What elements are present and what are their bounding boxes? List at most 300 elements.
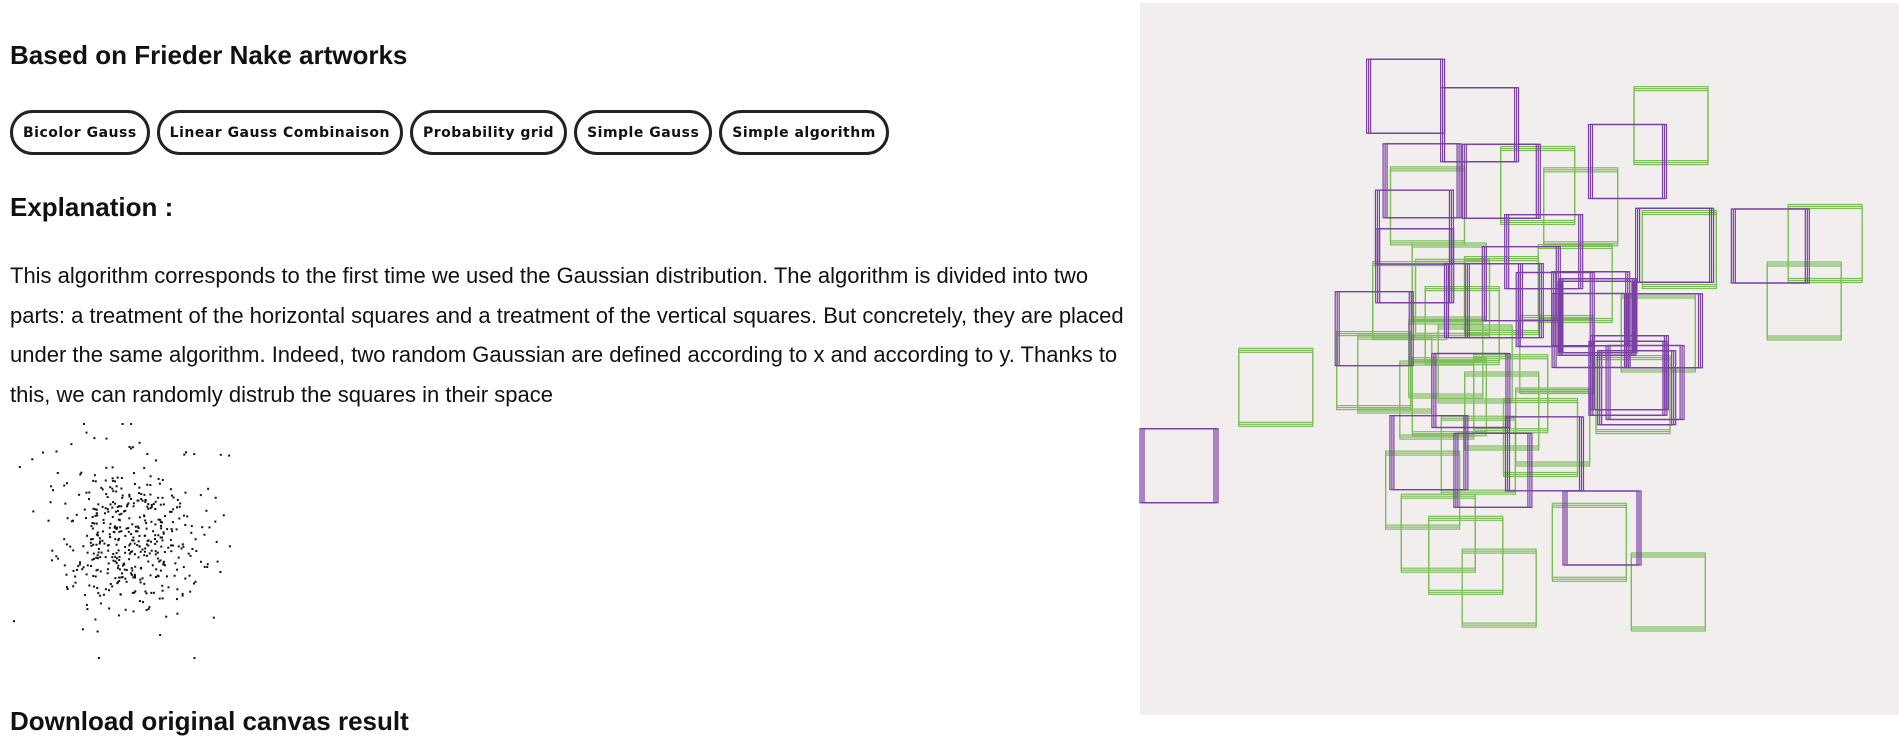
scatter-point <box>140 567 142 569</box>
scatter-point <box>109 527 111 529</box>
scatter-point <box>178 545 180 547</box>
scatter-point <box>185 492 187 494</box>
scatter-point <box>107 508 109 510</box>
algorithm-selector <box>10 110 889 155</box>
scatter-point <box>172 508 174 510</box>
scatter-point <box>48 520 50 522</box>
scatter-point <box>139 535 141 537</box>
scatter-point <box>164 551 166 553</box>
scatter-point <box>77 565 79 567</box>
scatter-point <box>193 453 195 455</box>
scatter-point <box>88 492 90 494</box>
scatter-point <box>213 617 215 619</box>
scatter-point <box>146 528 148 530</box>
scatter-point <box>118 614 120 616</box>
scatter-point <box>107 568 109 570</box>
scatter-point <box>189 575 191 577</box>
scatter-point <box>124 535 126 537</box>
scatter-point <box>148 606 150 608</box>
scatter-point <box>173 497 175 499</box>
scatter-point <box>97 557 99 559</box>
scatter-point <box>184 524 186 526</box>
scatter-point <box>75 582 77 584</box>
scatter-point <box>126 581 128 583</box>
scatter-point <box>79 474 81 476</box>
scatter-point <box>120 505 122 507</box>
scatter-point <box>128 558 130 560</box>
scatter-point <box>163 533 165 535</box>
scatter-point <box>92 522 94 524</box>
scatter-point <box>152 564 154 566</box>
bicolor-gauss-button[interactable]: Bicolor Gauss <box>10 110 150 155</box>
scatter-point <box>118 559 120 561</box>
scatter-point <box>84 509 86 511</box>
scatter-point <box>116 544 118 546</box>
scatter-point <box>157 558 159 560</box>
scatter-point <box>90 542 92 544</box>
scatter-point <box>103 519 105 521</box>
scatter-point <box>144 551 146 553</box>
scatter-point <box>13 620 15 622</box>
scatter-point <box>145 522 147 524</box>
scatter-point <box>112 477 114 479</box>
scatter-point <box>97 554 99 556</box>
scatter-point <box>170 539 172 541</box>
green-square <box>1788 205 1862 283</box>
scatter-point <box>86 608 88 610</box>
scatter-point <box>72 585 74 587</box>
scatter-point <box>127 502 129 504</box>
scatter-point <box>105 507 107 509</box>
scatter-point <box>220 454 222 456</box>
scatter-point <box>223 514 225 516</box>
scatter-point <box>94 474 96 476</box>
scatter-point <box>160 527 162 529</box>
scatter-point <box>154 538 156 540</box>
green-square <box>1412 358 1486 436</box>
scatter-point <box>69 546 71 548</box>
scatter-point <box>155 501 157 503</box>
scatter-point <box>146 555 148 557</box>
scatter-point <box>116 562 118 564</box>
scatter-point <box>143 494 145 496</box>
scatter-point <box>72 520 74 522</box>
scatter-point <box>143 467 145 469</box>
scatter-point <box>157 497 159 499</box>
scatter-point <box>160 546 162 548</box>
scatter-point <box>92 544 94 546</box>
scatter-point <box>105 467 107 469</box>
scatter-point <box>143 515 145 517</box>
scatter-point <box>155 568 157 570</box>
scatter-point <box>108 608 110 610</box>
scatter-point <box>183 454 185 456</box>
frieder-nake-squares-art <box>1140 3 1899 715</box>
scatter-point <box>120 577 122 579</box>
scatter-point <box>67 588 69 590</box>
scatter-point <box>92 538 94 540</box>
scatter-point <box>66 543 68 545</box>
scatter-point <box>134 577 136 579</box>
scatter-point <box>176 588 178 590</box>
scatter-point <box>121 513 123 515</box>
scatter-point <box>114 577 116 579</box>
scatter-point <box>133 502 135 504</box>
scatter-point <box>163 562 165 564</box>
scatter-point <box>195 550 197 552</box>
scatter-point <box>122 495 124 497</box>
scatter-point <box>134 566 136 568</box>
scatter-point <box>115 491 117 493</box>
scatter-point <box>107 572 109 574</box>
scatter-point <box>174 575 176 577</box>
scatter-point <box>139 545 141 547</box>
scatter-point <box>74 576 76 578</box>
scatter-point <box>176 506 178 508</box>
scatter-point <box>92 480 94 482</box>
scatter-point <box>52 489 54 491</box>
purple-square <box>1482 247 1560 321</box>
scatter-point <box>104 512 106 514</box>
scatter-point <box>82 545 84 547</box>
scatter-point <box>216 541 218 543</box>
scatter-point <box>157 534 159 536</box>
scatter-point <box>152 530 154 532</box>
scatter-point <box>107 496 109 498</box>
scatter-point <box>153 592 155 594</box>
scatter-point <box>97 592 99 594</box>
scatter-point <box>135 530 137 532</box>
scatter-point <box>119 568 121 570</box>
scatter-point <box>161 585 163 587</box>
scatter-point <box>171 530 173 532</box>
scatter-point <box>92 528 94 530</box>
scatter-point <box>131 574 133 576</box>
scatter-point <box>97 631 99 633</box>
scatter-point <box>131 550 133 552</box>
scatter-point <box>42 452 44 454</box>
scatter-point <box>162 497 164 499</box>
scatter-point <box>83 423 85 425</box>
scatter-point <box>136 544 138 546</box>
scatter-point <box>138 492 140 494</box>
scatter-point <box>139 516 141 518</box>
scatter-point <box>147 503 149 505</box>
scatter-point <box>133 505 135 507</box>
purple-square <box>1367 59 1445 133</box>
scatter-point <box>55 555 57 557</box>
scatter-point <box>119 514 121 516</box>
scatter-point <box>159 598 161 600</box>
scatter-point <box>154 523 156 525</box>
scatter-point <box>119 526 121 528</box>
scatter-point <box>142 549 144 551</box>
scatter-point <box>126 505 128 507</box>
probability-grid-button[interactable]: Probability grid <box>410 110 567 155</box>
scatter-point <box>124 546 126 548</box>
scatter-point <box>160 525 162 527</box>
scatter-point <box>228 455 230 457</box>
scatter-point <box>97 569 99 571</box>
scatter-point <box>217 561 219 563</box>
scatter-point <box>140 498 142 500</box>
scatter-point <box>159 519 161 521</box>
scatter-point <box>171 511 173 513</box>
scatter-point <box>133 610 135 612</box>
green-square <box>1642 211 1716 289</box>
purple-square <box>1140 429 1218 503</box>
scatter-point <box>66 574 68 576</box>
scatter-point <box>93 508 95 510</box>
scatter-point <box>144 591 146 593</box>
scatter-point <box>214 521 216 523</box>
scatter-point <box>66 482 68 484</box>
scatter-point <box>121 497 123 499</box>
scatter-point <box>158 561 160 563</box>
scatter-point <box>100 603 102 605</box>
scatter-point <box>129 496 131 498</box>
scatter-point <box>143 554 145 556</box>
scatter-point <box>137 526 139 528</box>
scatter-point <box>107 511 109 513</box>
scatter-point <box>162 590 164 592</box>
scatter-point <box>114 527 116 529</box>
scatter-point <box>116 552 118 554</box>
scatter-point <box>124 552 126 554</box>
scatter-point <box>73 570 75 572</box>
scatter-point <box>201 526 203 528</box>
scatter-point <box>126 528 128 530</box>
green-square <box>1239 348 1313 426</box>
scatter-point <box>112 501 114 503</box>
scatter-point <box>91 525 93 527</box>
scatter-point <box>109 536 111 538</box>
scatter-point <box>131 539 133 541</box>
scatter-point <box>149 484 151 486</box>
scatter-point <box>207 563 209 565</box>
scatter-point <box>101 540 103 542</box>
scatter-point <box>98 548 100 550</box>
scatter-point <box>149 552 151 554</box>
scatter-point <box>123 510 125 512</box>
scatter-point <box>96 587 98 589</box>
green-square <box>1465 257 1539 335</box>
scatter-point <box>163 503 165 505</box>
scatter-point <box>112 466 114 468</box>
scatter-point <box>114 480 116 482</box>
green-square <box>1501 147 1575 225</box>
scatter-point <box>158 478 160 480</box>
scatter-point <box>126 569 128 571</box>
scatter-point <box>102 530 104 532</box>
scatter-point <box>160 504 162 506</box>
scatter-point <box>183 515 185 517</box>
scatter-point <box>111 488 113 490</box>
scatter-point <box>229 545 231 547</box>
purple-square <box>1636 208 1714 282</box>
scatter-point <box>166 528 168 530</box>
scatter-point <box>144 499 146 501</box>
scatter-point <box>176 528 178 530</box>
scatter-point <box>109 533 111 535</box>
green-square <box>1358 335 1432 413</box>
scatter-point <box>111 556 113 558</box>
scatter-point <box>93 553 95 555</box>
scatter-point <box>112 516 114 518</box>
scatter-point <box>191 548 193 550</box>
scatter-point <box>93 523 95 525</box>
scatter-point <box>102 488 104 490</box>
scatter-point <box>72 549 74 551</box>
simple-gauss-button[interactable]: Simple Gauss <box>574 110 712 155</box>
scatter-point <box>76 514 78 516</box>
scatter-point <box>157 552 159 554</box>
scatter-point <box>184 578 186 580</box>
linear-gauss-combinaison-button[interactable]: Linear Gauss Combinaison <box>157 110 403 155</box>
simple-algorithm-button[interactable]: Simple algorithm <box>719 110 889 155</box>
scatter-point <box>94 619 96 621</box>
scatter-point <box>83 566 85 568</box>
scatter-point <box>137 500 139 502</box>
scatter-point <box>63 485 65 487</box>
scatter-point <box>171 495 173 497</box>
scatter-point <box>99 537 101 539</box>
scatter-point <box>166 575 168 577</box>
scatter-point <box>96 509 98 511</box>
scatter-point <box>108 544 110 546</box>
scatter-point <box>86 604 88 606</box>
scatter-point <box>96 523 98 525</box>
scatter-point <box>146 506 148 508</box>
scatter-point <box>122 423 124 425</box>
scatter-point <box>171 528 173 530</box>
scatter-point <box>112 553 114 555</box>
scatter-point <box>133 472 135 474</box>
scatter-point <box>128 549 130 551</box>
scatter-point <box>32 510 34 512</box>
scatter-point <box>64 564 66 566</box>
scatter-point <box>70 443 72 445</box>
scatter-point <box>195 581 197 583</box>
scatter-point <box>98 657 100 659</box>
scatter-point <box>64 503 66 505</box>
scatter-point <box>103 522 105 524</box>
scatter-point <box>81 568 83 570</box>
scatter-point <box>172 545 174 547</box>
scatter-point <box>118 519 120 521</box>
scatter-point <box>97 503 99 505</box>
scatter-point <box>117 581 119 583</box>
scatter-point <box>110 583 112 585</box>
scatter-point <box>203 534 205 536</box>
scatter-point <box>189 591 191 593</box>
scatter-point <box>114 538 116 540</box>
scatter-point <box>146 453 148 455</box>
scatter-point <box>155 576 157 578</box>
scatter-point <box>88 585 90 587</box>
scatter-point <box>90 545 92 547</box>
scatter-point <box>51 550 53 552</box>
scatter-point <box>112 480 114 482</box>
scatter-point <box>146 609 148 611</box>
scatter-point <box>174 562 176 564</box>
scatter-point <box>150 521 152 523</box>
purple-square <box>1563 491 1641 565</box>
scatter-point <box>162 597 164 599</box>
scatter-point <box>103 594 105 596</box>
scatter-point <box>168 586 170 588</box>
purple-square <box>1589 125 1667 199</box>
scatter-point <box>160 521 162 523</box>
scatter-point <box>84 594 86 596</box>
scatter-point <box>183 566 185 568</box>
scatter-point <box>134 543 136 545</box>
scatter-point <box>116 485 118 487</box>
scatter-point <box>57 472 59 474</box>
scatter-point <box>114 556 116 558</box>
scatter-point <box>105 480 107 482</box>
green-square <box>1425 287 1499 365</box>
scatter-point <box>117 567 119 569</box>
scatter-point <box>148 539 150 541</box>
scatter-point <box>170 550 172 552</box>
scatter-point <box>117 565 119 567</box>
scatter-point <box>164 515 166 517</box>
scatter-point <box>99 541 101 543</box>
scatter-point <box>115 511 117 513</box>
scatter-point <box>123 564 125 566</box>
scatter-point <box>97 532 99 534</box>
scatter-point <box>128 494 130 496</box>
green-square <box>1401 494 1475 572</box>
scatter-point <box>159 634 161 636</box>
scatter-point <box>99 543 101 545</box>
scatter-point <box>128 517 130 519</box>
scatter-point <box>181 548 183 550</box>
scatter-point <box>105 556 107 558</box>
scatter-point <box>151 550 153 552</box>
scatter-point <box>112 560 114 562</box>
scatter-point <box>154 543 156 545</box>
scatter-point <box>150 475 152 477</box>
scatter-point <box>86 432 88 434</box>
scatter-point <box>154 534 156 536</box>
scatter-point <box>135 526 137 528</box>
scatter-point <box>150 574 152 576</box>
scatter-point <box>85 517 87 519</box>
purple-square <box>1462 144 1540 218</box>
scatter-point <box>132 537 134 539</box>
scatter-point <box>76 569 78 571</box>
scatter-point <box>130 423 132 425</box>
green-square <box>1504 399 1578 477</box>
scatter-point <box>130 498 132 500</box>
scatter-point <box>117 539 119 541</box>
scatter-point <box>93 586 95 588</box>
scatter-point <box>80 472 82 474</box>
scatter-point <box>124 569 126 571</box>
content-column <box>10 0 1130 736</box>
purple-square <box>1731 209 1809 283</box>
green-square <box>1631 553 1705 631</box>
scatter-point <box>194 657 196 659</box>
scatter-point <box>207 488 209 490</box>
scatter-point <box>170 544 172 546</box>
scatter-point <box>182 546 184 548</box>
scatter-point <box>190 555 192 557</box>
scatter-point <box>82 628 84 630</box>
scatter-point <box>155 550 157 552</box>
